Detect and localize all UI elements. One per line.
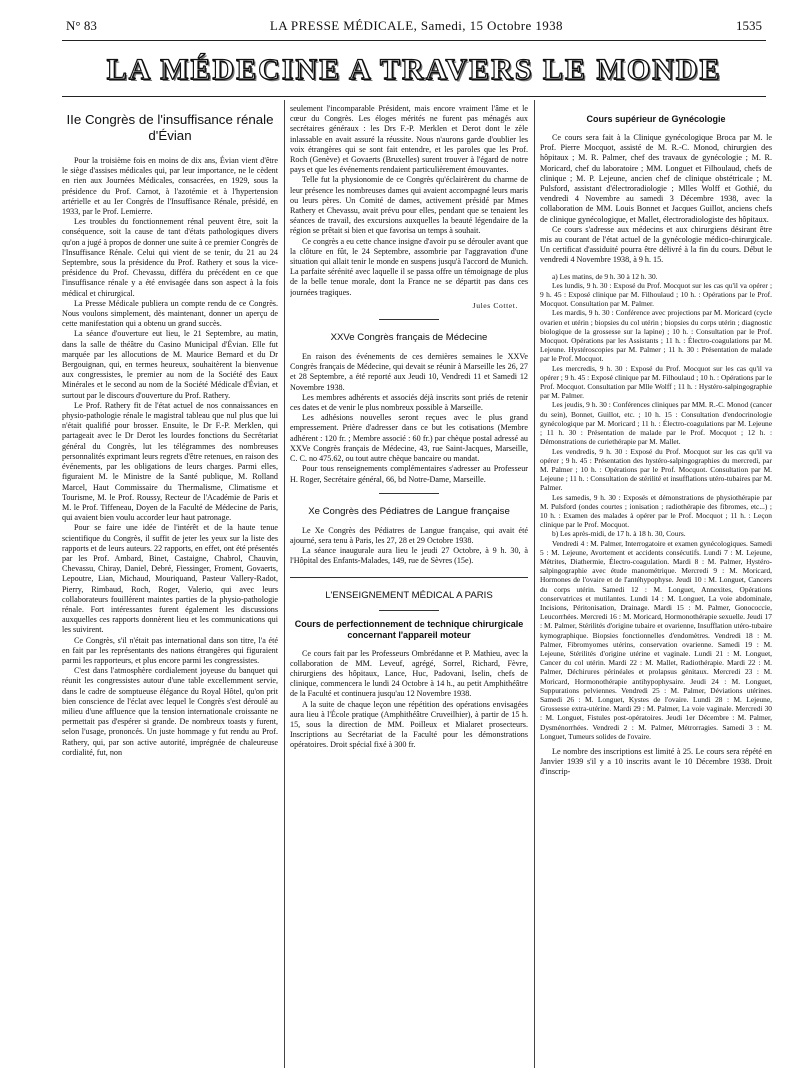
paragraph: Ce cours s'adresse aux médecins et aux chirurgiens désirant être mis au courant de l'état actuel de la gynécologie médico-chirurgicale. Un certificat d'assiduité pourra être délivré à la fin du cours. Début le vendredi 4 Novembre 1938, à 9 h. 15.: [540, 224, 772, 265]
course-title-gynecologie: Cours supérieur de Gynécologie: [586, 114, 726, 124]
schedule-item: Les lundis, 9 h. 30 : Exposé du Prof. Mocquot sur les cas qu'il va opérer ; 9 h. 45 : Exposé clinique par M. Filhoulaud ; 10 h. : Opérations par le Prof. Mocquot. Consultation par M. Palmer.: [540, 280, 772, 309]
author-signature: Jules Cottet.: [472, 300, 518, 310]
paragraph: La séance inaugurale aura lieu le jeudi 27 Octobre, à 9 h. 30, à l'Hôpital des Enfants-Malades, 149, rue de Sèvres (15e).: [290, 546, 528, 566]
page-number: 1535: [735, 18, 762, 33]
schedule-item: Vendredi 4 : M. Palmer, Interrogatoire et examen gynécologiques. Samedi 5 : M. Lejeune, Avortement et accidents consécutifs. Lundi 7 : M. Lejeune, Métrites, Diathermie, Électro-coagulation. Mardi 8 : M. Palmer, Hystéro-salpingographie avec étude manométrique. Mercredi 9 : M. Moricard, Hormones de l'ovaire et de l'antéhypophyse. Jeudi 10 : M. Longuet, Cancers du corps utérin. Samedi 12 : M. Longuet, Annexites, Opérations conservatrices et mutilantes. Lundi 14 : M. Longuet, La voie abdominale, Incisions, Péritonisation, Drainage. Mardi 15 : M. Palmer, Gonococcie, Leucorrhées. Mercredi 16 : M. Moricard, Hormonothérapie sexuelle. Jeudi 17 : M. Palmer, Stérilités d'origine tubaire et ovarienne, Insufflation utéro-tubaire kymographique. Biopsies fonctionnelles d'endomètres. Vendredi 18 : M. Palmer, Fibromyomes utérins, conservation ovarienne. Samedi 19 : M. Lejeune, Stérilités d'origine utérine et vaginale. Lundi 21 : M. Longuet, Cancer du col utérin. Mardi 22 : M. Mallet, Radiothérapie. Mardi 22 : M. Palmer, Déchirures périnéales et prolapsus génitaux. Mercredi 23 : M. Moricard, Hormonothérapie antihypophysaire. Jeudi 24 : M. Longuet, Suppurations pelviennes. Vendredi 25 : M. Palmer, Déviations utérines. Samedi 26 : M. Longuet, Kystes de l'ovaire. Lundi 28 : M. Lejeune, Grossesse extra-utérine. Mardi 29 : M. Palmer, La voie vaginale. Mercredi 30 : M. Longuet, Fistules post-opératoires. Jeudi 1er Décembre : M. Palmer, Dysménorrhées. Vendredi 2 : M. Palmer, Métrorragies. Samedi 3 : M. Longuet, Tumeurs solides de l'ovaire.: [540, 538, 772, 741]
article-title-evian: IIe Congrès de l'insuffisance rénale d'Évian: [66, 112, 274, 143]
schedule-item: Les mercredis, 9 h. 30 : Exposé du Prof. Mocquot sur les cas qu'il va opérer ; 9 h. 45 : Exposé clinique par M. Filhoulaud ; 10 h. : Opérations par le Prof. Mocquot. Consultation par Mlle Wolff ; 11 h. : Hystéro-salpingographie par M. Palmer.: [540, 363, 772, 401]
paragraph: Le Xe Congrès des Pédiatres de Langue française, qui avait été ajourné, sera tenu à Paris, les 27, 28 et 29 Octobre 1938.: [290, 525, 528, 545]
paragraph: Ce cours fait par les Professeurs Ombrédanne et P. Mathieu, avec la collaboration de MM. Leveuf, agrégé, Sorrel, Richard, Fèvre, chirurgiens des hôpitaux, Lance, Huc, Padovani, Iselin, chefs de clinique, commencera le lundi 24 Octobre à 14 h., au petit Amphithéâtre de la Faculté et continuera jusqu'au 12 Novembre 1938.: [290, 648, 528, 699]
page-header: [66, 18, 762, 34]
column-3: [540, 104, 772, 1069]
paragraph: Le Prof. Rathery fit de l'état actuel de nos connaissances en physio-pathologie rénale le magistral tableau que nul plus que lui n'était qualifié pour brosser. Ensuite, le Dr F.-P. Merklen, qui partageait avec le Dr Derot les lourdes fonctions du Secrétariat général du Congrès, lut les télégrammes des nombreuses personnalités exprimant leurs regrets d'être retenues, en raison des événements, par les obligations de leurs charges. Parmi elles, figuraient M. le Ministre de la Santé publique, M. Rolland Marcel, Haut Commissaire du Thermalisme, Climatisme et Tourisme, M. le Prof. Roussy, Recteur de l'Académie de Paris et M. le Prof. Tiffeneau, Doyen de la Faculté de Médecine de Paris, qui avaient bien voulu accorder leur haut patronage.: [62, 400, 278, 523]
course-title-chirurgie: Cours de perfectionnement de technique chirurgicale concernant l'appareil moteur: [294, 618, 524, 640]
paragraph: Le nombre des inscriptions est limité à 25. Le cours sera répété en Janvier 1939 s'il y a 10 inscrits avant le 10 Décembre 1938. Droit d'inscrip-: [540, 747, 772, 777]
section-banner: LA MÉDECINE A TRAVERS LE MONDE: [106, 53, 722, 86]
column-divider: [534, 100, 535, 1068]
paragraph: A la suite de chaque leçon une répétition des opérations envisagées aura lieu à l'École pratique (Amphithéâtre Cruveilhier), à partir de 15 h. 15, sous la direction de MM. Poilleux et Mialaret prosecteurs. Inscriptions au Secrétariat de la Faculté pour les démonstrations opératoires. Droit spécial fixé à 300 fr.: [290, 699, 528, 750]
column-1: [62, 104, 278, 1069]
issue-number: N° 83: [66, 18, 97, 33]
article-title-pediatres: Xe Congrès des Pédiatres de Langue française: [308, 505, 510, 517]
header-rule: [62, 40, 766, 41]
section-rule: [290, 577, 528, 578]
paragraph: Pour se faire une idée de l'intérêt et de la haute tenue scientifique du Congrès, il suffit de jeter les yeux sur la liste des rapports et de leurs auteurs. 22 rapports, en effet, ont été présentés par les Prof. Ambard, Binet, Castaigne, Chabrol, Chauvin, Chevassu, Chiray, Daniel, Debré, Fiessinger, Froment, Govaerts, Lepoutre, Lian, Michaud, Mouriquand, Pasteur Vallery-Radot, Pierry, Rimbaud, Roch, Roger, Valerio, qui avec leurs collaborateurs fouillèrent maintes parties de la physio-pathologie rénale. Fort intéressantes furent également les discussions auxquelles ces rapports donnèrent lieu et les communications qui les suivirent.: [62, 523, 278, 635]
divider: [379, 319, 439, 320]
paragraph: C'est dans l'atmosphère cordialement joyeuse du banquet qui réunit les congressistes autour d'une table excellemment servie, dans le cadre de somptueuse élégance du Royal Hôtel, qu'on prit bien conscience de l'éclat avec lequel le Congrès s'est déroulé au milieu d'une affluence que la tension internationale croissante ne permettait pas d'espérer si grande. De nombreux toasts y furent, selon l'usage, prononcés. Un juste hommage y fut rendu au Prof. Rathery, qui, par son active autorité, imprégnée de chaleureuse cordialité, fut, non: [62, 666, 278, 757]
schedule-item: Les samedis, 9 h. 30 : Exposés et démonstrations de physiothérapie par M. Pulsford (ondes courtes ; ionisation ; radiothérapie des fibromes, etc...) ; 10 h. : Examen des malades à opérer par le Prof. Mocquot ; 11 h. : Leçon clinique par le Prof. Mocquot.: [540, 492, 772, 530]
schedule-item: b) Les après-midi, de 17 h. à 18 h. 30, Cours.: [552, 529, 686, 539]
divider: [379, 610, 439, 611]
paragraph: Pour tous renseignements complémentaires s'adresser au Professeur H. Roger, Secrétaire général, 66, bd Notre-Dame, Marseille.: [290, 464, 528, 484]
column-2: [290, 104, 528, 1069]
banner-rule: [62, 96, 766, 97]
publication-title: LA PRESSE MÉDICALE, Samedi, 15 Octobre 1938: [269, 18, 563, 33]
paragraph: En raison des événements de ces dernières semaines le XXVe Congrès français de Médecine, qui devait se réunir à Marseille les 26, 27 et 28 Septembre, a été reporté aux Jeudi 10, Vendredi 11 et Samedi 12 Novembre 1938.: [290, 352, 528, 392]
schedule-block: [540, 272, 772, 741]
paragraph: La séance d'ouverture eut lieu, le 21 Septembre, au matin, dans la salle de théâtre du Casino Municipal d'Évian. Elle fut marquée par les allocutions de M. Maurice Bernard et du Dr Bergouignan, qui, en termes heureux, souhaitèrent la bienvenue aux congressistes, le premier au nom de la Société des Eaux Minérales et le second au nom de la Société Médicale d'Évian, et surtout par le discours d'ouverture du Prof. Rathery.: [62, 329, 278, 400]
schedule-item: Les mardis, 9 h. 30 : Conférence avec projections par M. Moricard (cycle ovarien et utérin ; biopsies du col utérin ; biopsies du corps utérin ; diagnostic biologique de la grossesse sur la lapine) ; 10 h. : Consultation par le Prof. Mocquot. Opérations par les Assistants ; 11 h. : Électro-coagulations par M. Lejeune. Hystéroscopies par M. Palmer ; 11 h. 30 : Présentation de malade par le Prof. Mocquot.: [540, 308, 772, 364]
schedule-item: Les jeudis, 9 h. 30 : Conférences cliniques par MM. R.-C. Monod (cancer du sein), Bonnet, Guillot, etc. ; 10 h. 15 : Consultation d'endocrinologie gynécologique par M. Moricard ; 11 h. : Électro-coagulations par M. Lejeune ; 11 h. 30 : Présentation de malade par le Prof. Mocquot ; 12 h. : Démonstrations de curiethérapie par M. Mallet.: [540, 400, 772, 447]
paragraph: Ce cours sera fait à la Clinique gynécologique Broca par M. le Prof. Pierre Mocquot, assisté de M. R.-C. Monod, chirurgien des hôpitaux ; M. R. Palmer, chef des travaux de gynécologie ; M. R. Moricard, chef du laboratoire ; MM. Longuet et Filhoulaud, chefs de clinique ; M. P. Lejeune, ancien chef de clinique obstétricale ; M. Pulsford, assistant d'électroradiologie ; Mlles Wolff et Gothié, du vendredi 4 Novembre au samedi 3 Décembre 1938, avec la collaboration de MM. Louis Bonnet et Jacques Guillot, anciens chefs de clinique gynécologique, et Mallet, électroradiologiste des hôpitaux.: [540, 133, 772, 224]
divider: [379, 493, 439, 494]
section-title-enseignement: L'ENSEIGNEMENT MÉDICAL A PARIS: [325, 589, 493, 601]
paragraph: Les troubles du fonctionnement rénal peuvent être, soit la conséquence, soit la cause de tant d'états pathologiques divers qu'on a jugé à propos de donner une suite à ce premier Congrès de l'Insuffisance Rénale. Celui qui vient de se tenir, du 21 au 24 Septembre, sous la présidence du Prof. Rathery et sous la vice-présidence du Prof. Chevassu, différa du précédent en ce que l'insuffisance rénale y a été envisagée dans son aspect à la fois médical et chirurgical.: [62, 217, 278, 298]
paragraph: Telle fut la physionomie de ce Congrès qu'éclairèrent du charme de leur présence les nombreuses dames qui avaient accompagné leurs maris ou leurs pères. Un Comité de dames, activement présidé par Mmes Rathery et Chevassu, avait prévu pour elles, pendant que se tenaient les séances de travail, des excursions auxquelles la beauté légendaire de la région se prêtait si bien et que favorisa un temps à souhait.: [290, 175, 528, 236]
schedule-item: Les vendredis, 9 h. 30 : Exposé du Prof. Mocquot sur les cas qu'il va opérer ; 9 h. 45 : Présentation des hystéro-salpingographies du mercredi, par M. Palmer ; 10 h. : Opérations par le Prof. Mocquot. Consultation par M. Lejeune ; 11 h. : Consultation de stérilité et insufflations utéro-tubaires par M. Palmer.: [540, 446, 772, 493]
paragraph: Pour la troisième fois en moins de dix ans, Évian vient d'être le siège d'assises médicales qui, par leur importance, ne le cèdent en rien aux Journées Médicales, consacrées, en 1929, sous la présidence du Prof. Carnot, à l'azotémie et à l'hypertension artérielle et au Ier Congrès de l'Insuffisance Rénale, présidé, en 1933, par le Prof. Lemierre.: [62, 156, 278, 217]
paragraph: Les membres adhérents et associés déjà inscrits sont priés de retenir ces dates et de venir le plus nombreux possible à Marseille.: [290, 392, 528, 413]
paragraph: La Presse Médicale publiera un compte rendu de ce Congrès. Nous voulons simplement, dès maintenant, donner un aperçu de cette manifestation qui a obtenu un grand succès.: [62, 298, 278, 329]
paragraph: seulement l'incomparable Président, mais encore vraiment l'âme et le cœur du Congrès. Les éloges mérités ne furent pas ménagés aux secrétaires généraux : les Drs F.-P. Merklen et Derot dont le zèle inlassable en avait assuré la réussite. Nous n'aurons garde d'oublier les voix étrangères qui se sont fait entendre, et les paroles que les Prof. Roch (Genève) et Govaerts (Bruxelles) surent trouver à l'égard de notre pays et que les événements rendaient particulièrement émouvantes.: [290, 104, 528, 175]
paragraph: Ce Congrès, s'il n'était pas international dans son titre, l'a été en fait par les représentants des nations étrangères qui figuraient parmi les rapporteurs, et plus encore parmi les congressistes.: [62, 635, 278, 665]
paragraph: Ce congrès a eu cette chance insigne d'avoir pu se dérouler avant que la clôture en fût, le 24 Septembre, assombrie par l'aggravation d'une situation qui allait tenir le monde en suspens jusqu'à l'accord de Munich. La parfaite sérénité avec laquelle il se passa offre un témoignage de plus de la belle tenue morale, dont la France ne se départit pas dans ces journées tragiques.: [290, 236, 528, 297]
column-divider: [284, 100, 285, 1068]
paragraph: Les adhésions nouvelles seront reçues avec le plus grand empressement. Prière d'adresser dans ce but les cotisations (Membre adhérent : 120 fr. ; Membre associé : 60 fr.) par chèque postal adressé au XXVe Congrès français de Médecine, 43, rue Saint-Jacques, Marseille, C. C. no 475.62, ou tout autre chèque bancaire ou mandat.: [290, 413, 528, 464]
article-title-medecine: XXVe Congrès français de Médecine: [330, 332, 488, 344]
schedule-item: a) Les matins, de 9 h. 30 à 12 h. 30.: [552, 271, 658, 281]
